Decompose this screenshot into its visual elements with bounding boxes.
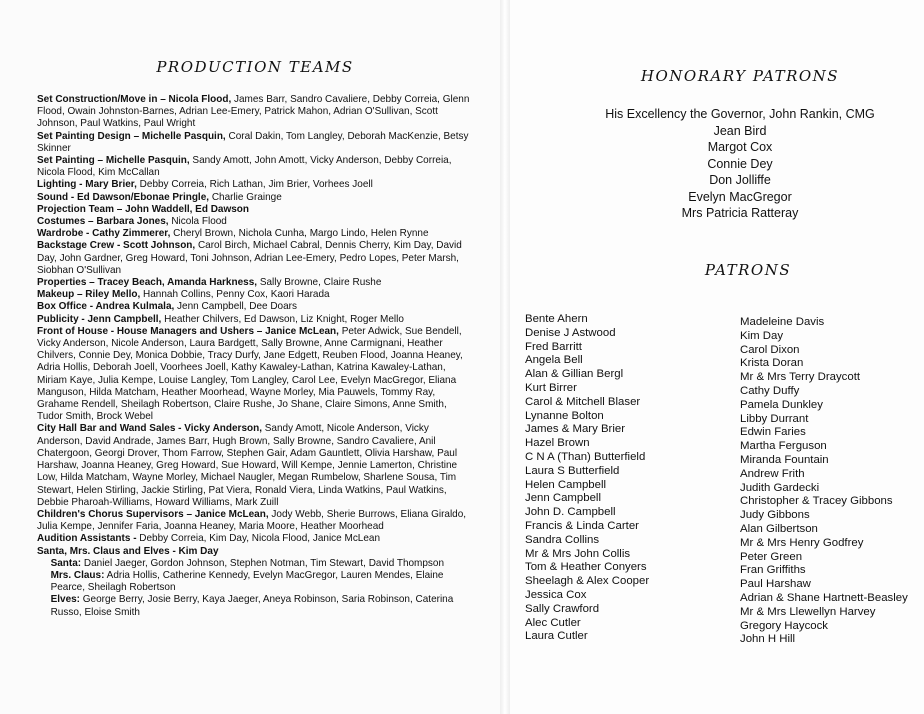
credit-names: Charlie Grainge [209,191,282,203]
credit-entry [37,301,474,313]
credit-role: Mrs. Claus: [50,569,105,581]
patron: Paul Harshaw [740,578,811,591]
credit-entry [37,216,474,228]
credit-names: Coral Dakin, Tom Langley, Deborah MacKenzie, Betsy Skinner [37,130,469,154]
honorary-patron: Evelyn MacGregor [688,189,792,204]
credit-role: Lighting - Mary Brier, [37,179,137,191]
credit-role: Elves: [50,594,81,606]
credit-role: Properties – Tracey Beach, Amanda Harkness, [37,277,258,289]
patron: Judith Gardecki [740,481,820,494]
patron: Alec Cutler [525,616,581,629]
patron: Denise J Astwood [525,326,616,339]
production-teams-heading: PRODUCTION TEAMS [156,58,354,76]
patron: Madeleine Davis [740,316,825,328]
patron: Carol & Mitchell Blaser [525,395,641,408]
credit-names: Sandy Amott, John Amott, Vicky Anderson, Debby Correia, Nicola Flood, Kim McCallan [37,155,452,179]
credit-role: Set Construction/Move in – Nicola Flood, [37,94,232,105]
honorary-patron: Don Jolliffe [709,173,771,187]
patron: Alan Gilbertson [740,522,818,535]
credit-names: Jody Webb, Sherie Burrows, Eliana Giraldo, Julia Kempe, Jennifer Faria, Joanna Heaney, Maria Moore, Heather Moorhead [37,508,467,533]
patron: Jenn Campbell [525,492,601,505]
credit-role: Projection Team – John Waddell, Ed Dawson [37,203,250,215]
patron: Mr & Mrs Terry Draycott [740,371,861,384]
patron: Mr & Mrs Llewellyn Harvey [740,605,876,618]
credit-entry [37,314,474,326]
credit-entry [37,546,474,558]
right-page [510,0,924,714]
credit-entry [37,155,474,179]
patron: Mr & Mrs John Collis [525,547,631,560]
subcredit-entry [37,558,474,570]
patron: Mr & Mrs Henry Godfrey [740,536,864,549]
patron: Adrian & Shane Hartnett-Beasley [740,591,908,604]
credit-role: Publicity - Jenn Campbell, [37,313,162,325]
credit-entry [37,228,474,240]
credit-names: Carol Birch, Michael Cabral, Dennis Cherry, Kim Day, David Day, John Gardner, Greg Howard, Toni Johnson, Adrian Lee-Emery, Pedro Lopes, Peter Marsh, Siobhan O'Sullivan [37,240,462,276]
patron: Laura Cutler [525,630,588,643]
credit-role: Costumes – Barbara Jones, [37,216,169,228]
patron: Pamela Dunkley [740,398,823,411]
patron: Bente Ahern [525,313,588,325]
credit-role: Set Painting Design – Michelle Pasquin, [37,130,226,142]
patron: Hazel Brown [525,437,590,450]
patron: Cathy Duffy [740,384,800,397]
patron: Judy Gibbons [740,509,810,522]
credit-names: Hannah Collins, Penny Cox, Kaori Harada [140,289,330,301]
credit-role: Set Painting – Michelle Pasquin, [37,155,190,167]
patron: Sandra Collins [525,533,600,546]
credit-names: Jenn Campbell, Dee Doars [174,301,297,313]
patron: Laura S Butterfield [525,464,620,477]
patrons-list-col2 [740,316,908,647]
patron: Libby Durrant [740,412,809,425]
patron: Christopher & Tracey Gibbons [740,495,893,508]
credit-role: Santa, Mrs. Claus and Elves - Kim Day [37,545,219,557]
credit-names: James Barr, Sandro Cavaliere, Debby Correia, Glenn Flood, Owain Johnston-Barnes, Adrian Lee-Emery, Patrick Mahon, Adrian O'Sullivan, Scott Johnson, Paul Watkins, Paul Wright [37,94,470,130]
credit-names: Adria Hollis, Catherine Kennedy, Evelyn MacGregor, Lauren Mendes, Elaine Pearce, Sheilagh Robertson [50,569,444,594]
patron: Lynanne Bolton [525,409,604,422]
honorary-patron: Mrs Patricia Ratteray [681,206,799,220]
credit-names: Sandy Amott, Nicole Anderson, Vicky Anderson, David Andrade, James Barr, Hugh Brown, Sally Browne, Sandro Cavaliere, Anil Chatergoon, Georgi Drover, Thom Farrow, Stephen Gair, Adam Gauntlett, Olivia Harshaw, Paul Harshaw, Joanna Heaney, Greg Howard, Sue Howard, Will Kempe, Jennie Lamerton, Christine Low, Hilda Matcham, Wayne Morley, Michael Naugler, Megan Rumbelow, Sharlene Sousa, Tim Stewart, Helen Stirling, Jackie Stirling, Pat Viera, Ronald Viera, Linda Watkins, Paul Watkins, Debbie Pharoah-Williams, Howard Williams, Mark Zuill [37,423,458,508]
patrons-list-col1 [525,313,649,644]
patron: Jessica Cox [525,588,587,601]
honorary-patron: Jean Bird [713,123,767,138]
patron: John D. Campbell [525,506,616,519]
honorary-patron: Margot Cox [707,140,773,154]
patron: Tom & Heather Conyers [525,561,647,574]
page-fold [500,0,510,714]
credit-entry [37,289,474,301]
credit-entry [37,326,474,424]
patron: Francis & Linda Carter [525,519,639,532]
credit-role: Sound - Ed Dawson/Ebonae Pringle, [37,191,210,203]
patron: Gregory Haycock [740,619,828,632]
honorary-patrons-list [590,106,890,222]
credit-role: Backstage Crew - Scott Johnson, [37,240,196,252]
patron: Krista Doran [740,357,804,370]
patron: Fran Griffiths [740,564,806,577]
patrons-heading: PATRONS [704,261,792,279]
credit-entry [37,277,474,289]
patron: Andrew Frith [740,467,805,480]
patron: Martha Ferguson [740,440,827,453]
credit-role: City Hall Bar and Wand Sales - Vicky Anderson, [37,423,262,435]
credit-entry [37,240,474,277]
patron: Fred Barritt [525,340,582,353]
patron: Peter Green [740,550,803,563]
credit-names: Cheryl Brown, Nichola Cunha, Margo Lindo, Helen Rynne [170,228,429,240]
honorary-patrons-heading: HONORARY PATRONS [640,67,840,85]
credit-entry [37,423,474,508]
credit-entry [37,533,474,545]
patron: Alan & Gillian Bergl [525,368,624,381]
patron: Carol Dixon [740,343,800,356]
patron: Angela Bell [525,354,583,367]
honorary-patron: His Excellency the Governor, John Rankin, CMG [605,107,875,121]
credit-names: Nicola Flood [168,216,227,228]
credit-names: Daniel Jaeger, Gordon Johnson, Stephen Notman, Tim Stewart, David Thompson [81,557,445,569]
patron: Helen Campbell [525,478,607,491]
patron: Kurt Birrer [525,381,577,394]
credit-entry [37,179,474,191]
credit-role: Box Office - Andrea Kulmala, [37,301,175,313]
credit-role: Wardrobe - Cathy Zimmerer, [37,228,171,240]
production-credits [37,94,474,619]
credit-role: Santa: [50,557,82,569]
credit-entry [37,204,474,216]
credit-entry [37,94,474,131]
credit-role: Children's Chorus Supervisors – Janice McLean, [37,508,269,520]
credit-names: Debby Correia, Kim Day, Nicola Flood, Janice McLean [136,533,381,545]
patron: Edwin Faries [740,426,806,439]
credit-names: Peter Adwick, Sue Bendell, Vicky Anderson, Nicole Anderson, Laura Bardgett, Sally Browne, Anne Carmignani, Heather Chilvers, Connie Dey, Monica Dobbie, Tracy Durfy, Jane Edgett, Reuben Flood, Joanna Heaney, Adria Hollis, Deborah Joell, Voorhees Joell, Kathy Kawaley-Lathan, Katrina Kawaley-Lathan, Miriam Kaye, Julia Kempe, Louise Langley, Tom Langley, Carol Lee, Evelyn MacGregor, Eliana Manguson, Hilda Matcham, Heather Moorhead, Wayne Morley, Mia Pauwels, Tommy Ray, Grahame Rendell, Sheilagh Robertson, Claire Rushe, Jo Shane, Claire Simons, Anne Smith, Tudor Smith, Brock Webel [37,325,463,423]
patron: Sheelagh & Alex Cooper [525,575,650,588]
patron: C N A (Than) Butterfield [525,450,646,463]
patron: Sally Crawford [525,602,600,615]
honorary-patron: Connie Dey [707,156,773,171]
credit-names: George Berry, Josie Berry, Kaya Jaeger, Aneya Robinson, Saria Robinson, Caterina Russo, Eloise Smith [50,594,454,618]
credit-names: Heather Chilvers, Ed Dawson, Liz Knight, Roger Mello [161,313,404,325]
patron: Kim Day [740,329,784,342]
patron: James & Mary Brier [525,423,626,436]
credit-names: Sally Browne, Claire Rushe [257,277,382,289]
credit-role: Front of House - House Managers and Ushers – Janice McLean, [37,325,339,337]
patron: Miranda Fountain [740,453,829,466]
credit-role: Audition Assistants - [37,533,137,545]
subcredit-entry [37,594,474,618]
credit-entry [37,131,474,155]
subcredit-entry [37,570,474,594]
patron: John H Hill [740,633,796,646]
credit-entry [37,192,474,204]
credit-role: Makeup – Riley Mello, [37,289,141,301]
credit-names: Debby Correia, Rich Lathan, Jim Brier, Vorhees Joell [136,179,373,191]
credit-entry [37,509,474,533]
